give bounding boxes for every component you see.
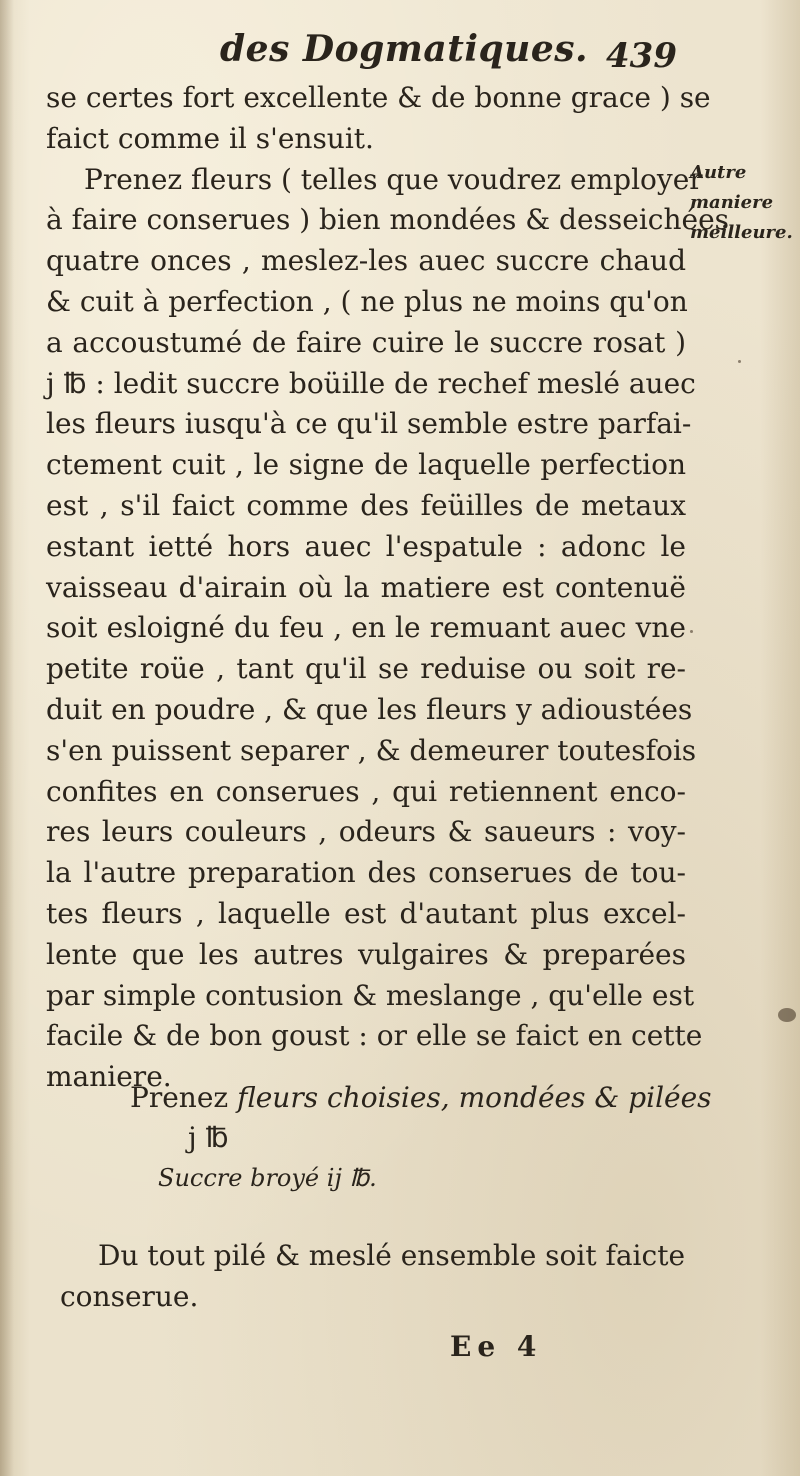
text-line: la l'autre preparation des conserues de tou- (46, 856, 686, 890)
text-line: soit esloigné du feu , en le remuant auec vne (46, 611, 686, 645)
text-line: vaisseau d'airain où la matiere est contenuë (46, 570, 686, 604)
text-line: ctement cuit , le signe de laquelle perfection (46, 448, 686, 482)
page-number: 439 (606, 36, 677, 76)
text-line: j ℔ : ledit succre boüille de rechef meslé auec (46, 366, 696, 400)
ink-speck (690, 630, 693, 633)
signature-mark: Ee 4 (450, 1330, 543, 1363)
recipe-ingredient-line (130, 1078, 712, 1118)
text-line: les fleurs iusqu'à ce qu'il semble estre parfai- (46, 407, 692, 441)
marginal-note-line: Autre (690, 162, 747, 183)
ink-speck (738, 360, 741, 363)
text-line: petite roüe , tant qu'il se reduise ou soit re- (46, 652, 686, 686)
page-fold-shadow (0, 0, 14, 1476)
text-line: conserue. (60, 1279, 199, 1313)
text-line: confites en conserues , qui retiennent enco- (46, 774, 686, 808)
text-line: Du tout pilé & meslé ensemble soit faicte (98, 1239, 686, 1272)
text-line: est , s'il faict comme des feüilles de metaux (46, 488, 686, 522)
recipe-quantity: j ℔ (188, 1121, 229, 1154)
recipe-sugar: Succre broyé ij ℔. (158, 1164, 377, 1192)
recipe-prenez: Prenez (130, 1081, 229, 1114)
ink-speck (778, 1008, 796, 1022)
text-line: s'en puissent separer , & demeurer toutesfois (46, 733, 697, 767)
text-line: par simple contusion & meslange , qu'elle est (46, 978, 695, 1012)
text-line: tes fleurs , laquelle est d'autant plus excel- (46, 896, 686, 930)
text-line: res leurs couleurs , odeurs & saueurs : voy- (46, 815, 686, 849)
text-line: maniere. (46, 1060, 172, 1094)
text-line: estant ietté hors auec l'espatule : adonc le (46, 529, 686, 563)
running-title: des Dogmatiques. (220, 28, 589, 70)
text-line: lente que les autres vulgaires & preparées (46, 937, 686, 971)
marginal-note-line: maniere (690, 192, 774, 213)
text-line: Prenez fleurs ( telles que voudrez employer (84, 162, 703, 196)
text-line: a accoustumé de faire cuire le succre rosat ) (46, 325, 686, 359)
recipe-block (130, 1078, 712, 1198)
recipe-ingredient: fleurs choisies, mondées & pilées (237, 1081, 712, 1114)
text-line: & cuit à perfection , ( ne plus ne moins qu'on (46, 284, 688, 318)
text-line: se certes fort excellente & de bonne grace ) se (46, 81, 711, 114)
text-line: duit en poudre , & que les fleurs y adioustées (46, 692, 693, 726)
closing-text (60, 1236, 700, 1318)
text-line: quatre onces , meslez-les auec succre chaud (46, 244, 686, 278)
text-line: à faire conserues ) bien mondées & desseichées (46, 203, 730, 237)
marginal-note-line: meilleure. (690, 222, 793, 243)
text-line: facile & de bon goust : or elle se faict en cette (46, 1019, 703, 1053)
text-line: faict comme il s'ensuit. (46, 121, 374, 155)
marginal-note (690, 158, 800, 248)
